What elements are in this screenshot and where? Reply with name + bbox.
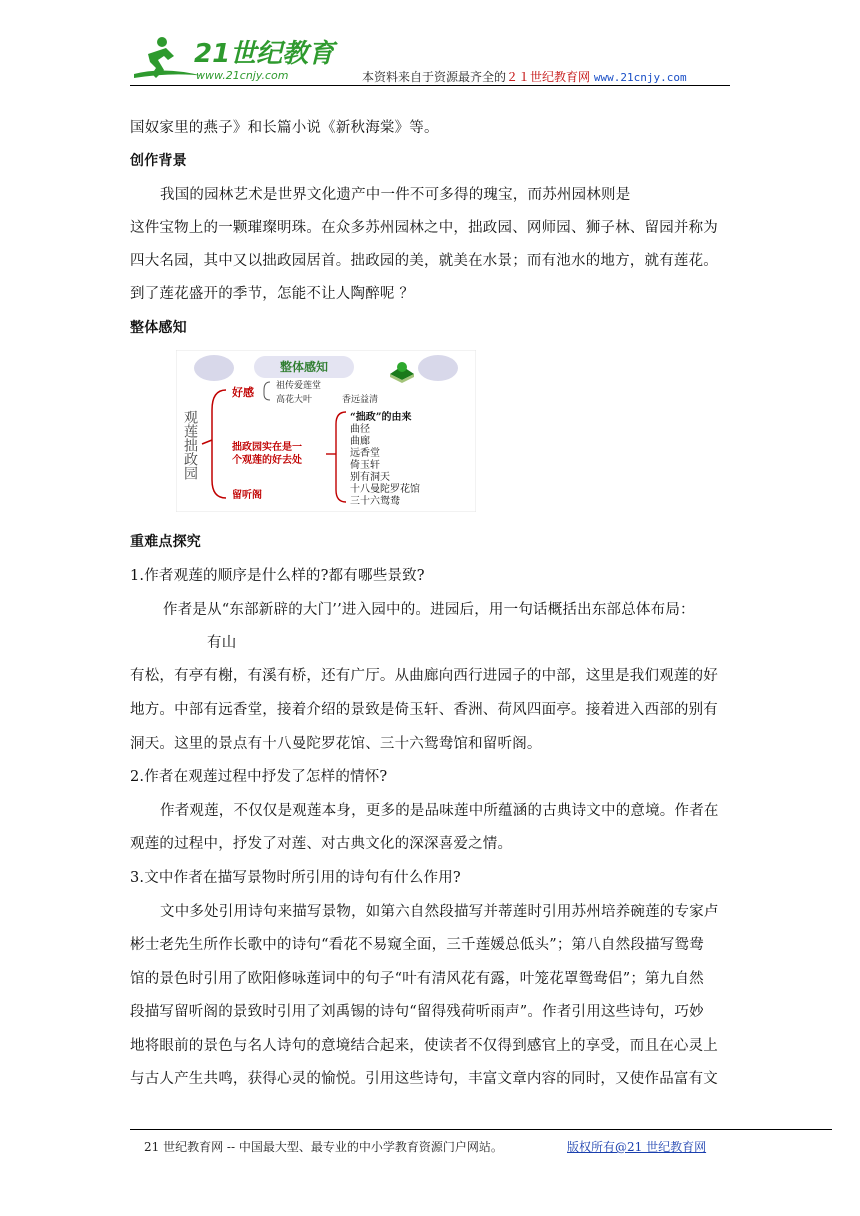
answer-line: 文中多处引用诗句来描写景物，如第六自然段描写并蒂莲时引用苏州培养碗莲的专家卢 xyxy=(160,904,719,920)
paragraph-line: 到了莲花盛开的季节，怎能不让人陶醉呢 ？ xyxy=(130,286,415,302)
answer-line: 段描写留听阁的景致时引用了刘禹锡的诗句“留得残荷听雨声”。作者引用这些诗句，巧妙 xyxy=(130,1004,704,1020)
header-source xyxy=(362,68,687,85)
decor-bubble xyxy=(418,355,458,381)
paragraph-line: 这件宝物上的一颗璀璨明珠。在众多苏州园林之中，拙政园、网师园、狮子林、留园并称为 xyxy=(130,220,718,236)
background-heading: 创作背景 xyxy=(130,153,187,169)
footer-text: 21 世纪教育网 -- 中国最大型、最专业的中小学教育资源门户网站。 xyxy=(144,1140,503,1154)
branch1-item: 高花大叶 xyxy=(276,395,313,405)
answer-line: 有山 xyxy=(207,635,237,651)
decor-bubble xyxy=(194,355,234,381)
branch-good-place-2: 个观莲的好去处 xyxy=(232,455,302,466)
footer-divider xyxy=(130,1129,832,1130)
question-2: 2.作者在观莲过程中抒发了怎样的情怀? xyxy=(130,769,388,785)
branch-good-impression: 好感 xyxy=(232,386,254,399)
header-source-url[interactable]: www.21cnjy.com xyxy=(593,71,687,84)
answer-line: 有松，有亭有榭，有溪有桥，还有广厅。从曲廊向西行进园子的中部，这里是我们观莲的好 xyxy=(130,668,718,684)
place-item: 十八曼陀罗花馆 xyxy=(350,484,420,495)
place-item: 三十六鸳鸯 xyxy=(350,496,400,507)
answer-line: 彬士老先生所作长歌中的诗句“看花不易窥全面，三千莲媛总低头”；第八自然段描写鸳鸯 xyxy=(130,937,704,953)
overview-diagram xyxy=(176,350,476,512)
place-item: 远香堂 xyxy=(350,448,380,459)
place-item: 倚玉轩 xyxy=(350,460,380,471)
page-header xyxy=(130,28,730,86)
answer-line: 与古人产生共鸣，获得心灵的愉悦。引用这些诗句，丰富文章内容的同时，又使作品富有文 xyxy=(130,1071,718,1087)
branch1-item: 祖传爱莲堂 xyxy=(276,381,322,391)
answer-line: 馆的景色时引用了欧阳修咏莲词中的句子“叶有清风花有露，叶笼花罩鸳鸯侣”；第九自然 xyxy=(130,971,704,987)
question-1: 1.作者观莲的顺序是什么样的?都有哪些景致? xyxy=(130,568,425,584)
logo-url: www.21cnjy.com xyxy=(196,69,289,82)
diagram-root: 观莲拙政园 xyxy=(182,410,198,480)
answer-line: 地将眼前的景色与名人诗句的意境结合起来，使读者不仅得到感官上的享受，而且在心灵上 xyxy=(130,1038,718,1054)
place-item: 别有洞天 xyxy=(350,472,390,483)
paragraph-line: 四大名园，其中又以拙政园居首。拙政园的美，就美在水景；而有池水的地方，就有莲花。 xyxy=(130,253,718,269)
paragraph-line: 我国的园林艺术是世界文化遗产中一件不可多得的瑰宝，而苏州园林则是 xyxy=(160,187,631,203)
overall-heading: 整体感知 xyxy=(130,320,187,336)
question-3: 3.文中作者在描写景物时所引用的诗句有什么作用? xyxy=(130,870,461,886)
header-source-prefix: 本资料来自于资源最齐全的 xyxy=(362,70,507,84)
place-item: 曲廊 xyxy=(350,436,370,447)
logo-text: 21世纪教育 xyxy=(194,39,335,69)
place-item: “拙政”的由来 xyxy=(350,412,412,423)
key-points-heading: 重难点探究 xyxy=(130,534,201,550)
header-divider xyxy=(130,85,730,86)
diagram-title: 整体感知 xyxy=(279,360,329,374)
branch1-item: 香远益清 xyxy=(342,395,379,405)
branch-good-place-1: 拙政园实在是一 xyxy=(232,442,302,453)
site-logo xyxy=(134,34,344,84)
header-source-site[interactable]: ２１世纪教育网 xyxy=(506,70,591,84)
copyright-link[interactable]: 版权所有@21 世纪教育网 xyxy=(567,1140,707,1154)
intro-line: 国奴家里的燕子》和长篇小说《新秋海棠》等。 xyxy=(130,120,439,136)
answer-line: 洞天。这里的景点有十八曼陀罗花馆、三十六鸳鸯馆和留听阁。 xyxy=(130,736,542,752)
answer-line: 观莲的过程中，抒发了对莲、对古典文化的深深喜爱之情。 xyxy=(130,836,513,852)
place-item: 曲径 xyxy=(350,424,370,435)
answer-line: 地方。中部有远香堂，接着介绍的景致是倚玉轩、香洲、荷风四面亭。接着进入西部的别有 xyxy=(130,702,718,718)
branch-listening-pavilion: 留听阁 xyxy=(232,490,262,501)
answer-line: 作者观莲，不仅仅是观莲本身，更多的是品味莲中所蕴涵的古典诗文中的意境。作者在 xyxy=(160,803,719,819)
answer-line: 作者是从“东部新辟的大门’’进入园中的。进园后，用一句话概括出东部总体布局： xyxy=(163,602,695,618)
